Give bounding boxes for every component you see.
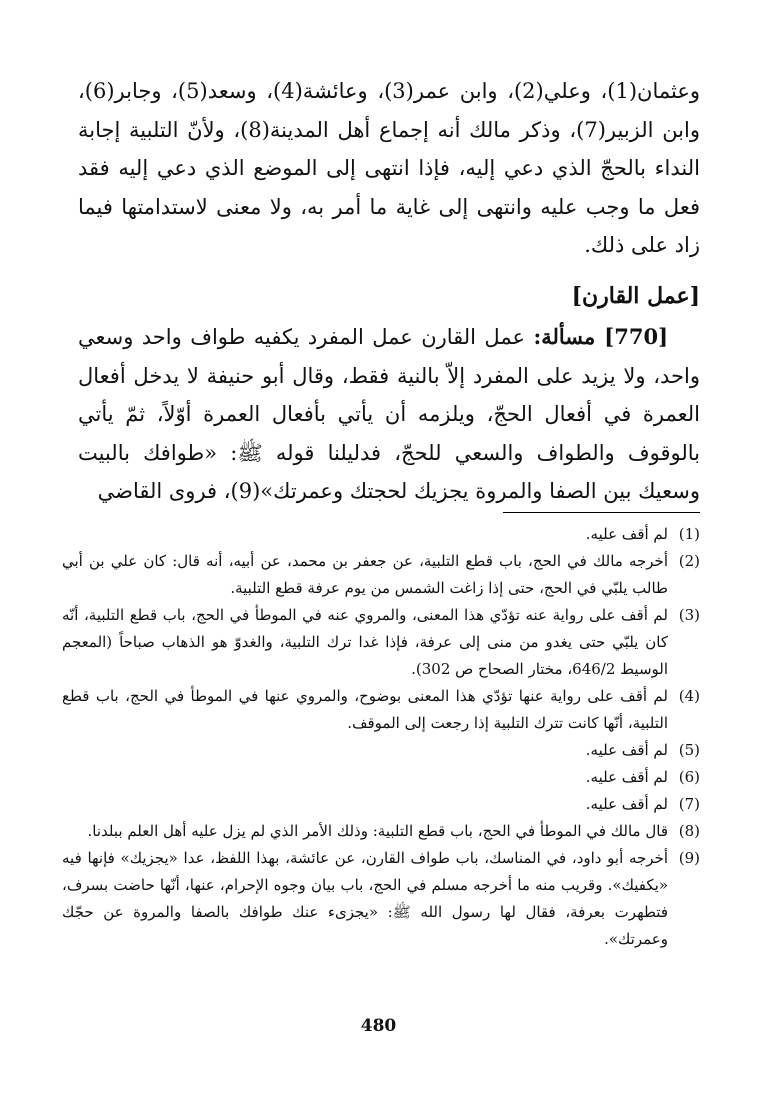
footnote-number: (1) [678, 525, 700, 543]
issue-paragraph [78, 318, 700, 511]
footnote-text: لم أقف عليه. [585, 768, 668, 786]
footnote-text: قال مالك في الموطأ في الحج، باب قطع التلبية: وذلك الأمر الذي لم يزل عليه أهل العلم ببلدنا. [87, 822, 668, 840]
footnote-number: (7) [678, 795, 700, 813]
footnote-number: (6) [678, 768, 700, 786]
top-paragraph-block [78, 72, 700, 265]
footnote-number: (9) [678, 849, 700, 867]
footnote [62, 683, 700, 737]
footnote-text: أخرجه أبو داود، في المناسك، باب طواف القارن، عن عائشة، بهذا اللفظ، عدا «يجزيك» فإنها فيه «يكفيك». وقريب منه ما أخرجه مسلم في الحج، باب بيان وجوه الإحرام، عنها، أنّها حاضت بسرف، فتطهرت بعرفة، فقال لها رسول الله ﷺ: «يجزىء عنك طوافك بالصفا والمروة عن حجّك وعمرتك». [62, 849, 668, 948]
footnote-number: (4) [678, 687, 700, 705]
footnote-text: لم أقف على رواية عنه تؤدّي هذا المعنى، والمروي عنه في الموطأ في الحج، باب قطع التلبية، أنّه كان يلبّي حتى يغدو من منى إلى عرفة، فإذا غدا ترك التلبية، والغدوّ هو الذهاب صباحاً (المعجم الوسيط 646/2، مختار الصحاح ص 302). [62, 606, 668, 678]
footnote-text: لم أقف عليه. [585, 741, 668, 759]
top-paragraph: وعثمان(1)، وعلي(2)، وابن عمر(3)، وعائشة(4)، وسعد(5)، وجابر(6)، وابن الزبير(7)، وذكر مالك أنه إجماع أهل المدينة(8)، ولأنّ التلبية إجابة النداء بالحجّ الذي دعي إليه، فإذا انتهى إلى الموضع الذي دعي إليه فقد فعل ما وجب عليه وانتهى إلى غاية ما أمر به، ولا معنى لاستدامتها فيما زاد على ذلك. [78, 79, 701, 257]
footnote [62, 602, 700, 683]
issue-text: عمل القارن عمل المفرد يكفيه طواف واحد وسعي واحد، ولا يزيد على المفرد إلاّ بالنية فقط، وقال أبو حنيفة لا يدخل أفعال العمرة في أفعال الحجّ، ويلزمه أن يأتي بأفعال العمرة أوّلاً، ثمّ يأتي بالوقوف والطواف والسعي للحجّ، فدليلنا قوله ﷺ: «طوافك بالبيت وسعيك بين الصفا والمروة يجزيك لحجتك وعمرتك»(9)، فروى القاضي [78, 325, 700, 503]
footnote [62, 818, 700, 845]
footnotes [62, 521, 700, 953]
footnote [62, 737, 700, 764]
footnote-text: لم أقف على رواية عنها تؤدّي هذا المعنى بوضوح، والمروي عنها في الموطأ في الحج، باب قطع التلبية، أنّها كانت تترك التلبية إذا رجعت إلى الموقف. [62, 687, 668, 732]
section-heading: [عمل القارن] [571, 283, 700, 309]
footnote-number: (3) [678, 606, 700, 624]
footnote-text: لم أقف عليه. [585, 525, 668, 543]
footnote-number: (2) [678, 552, 700, 570]
page-number: 480 [360, 1016, 397, 1036]
footnote-text: لم أقف عليه. [585, 795, 668, 813]
footnote-number: (5) [678, 741, 700, 759]
footnote [62, 521, 700, 548]
footnote [62, 548, 700, 602]
footnote-number: (8) [678, 822, 700, 840]
footnote [62, 764, 700, 791]
issue-paragraph-block [78, 318, 700, 511]
footnote-text: أخرجه مالك في الحج، باب قطع التلبية، عن جعفر بن محمد، عن أبيه، أنه قال: كان علي بن أبي طالب يلبّي في الحج، حتى إذا زاغت الشمس من يوم عرفة قطع التلبية. [62, 552, 668, 597]
footnote [62, 791, 700, 818]
footnote-divider [503, 512, 700, 513]
footnote [62, 845, 700, 953]
issue-label: [770] مسألة: [533, 324, 668, 349]
